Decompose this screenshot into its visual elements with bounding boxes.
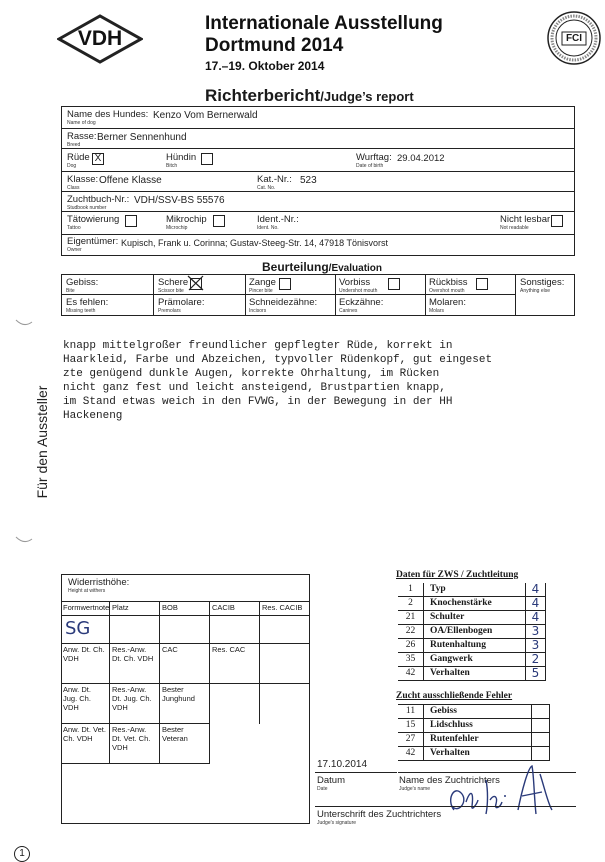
- evaluation-title-sub: /Evaluation: [328, 263, 383, 274]
- unreadable-sublabel: Not readable: [500, 225, 529, 231]
- zws-row-value[interactable]: 4: [526, 583, 546, 596]
- overshot-label: Vorbiss: [339, 277, 371, 288]
- zws-row-value[interactable]: 2: [526, 653, 546, 666]
- best-veteran: Bester Veteran: [160, 724, 210, 764]
- studbook-sublabel: Studbook number: [67, 205, 107, 211]
- report-title-sub: /Judge’s report: [320, 89, 414, 104]
- male-checkbox[interactable]: X: [92, 153, 104, 165]
- grades-header: Platz: [110, 602, 160, 616]
- fault-row-checkbox[interactable]: [532, 747, 550, 760]
- best-junior: Bester Junghund: [160, 684, 210, 724]
- other-sublabel: Anything else: [520, 288, 551, 294]
- exhibition-title-line2: Dortmund 2014: [205, 35, 344, 56]
- res-champion-candidate: Res.-Anw. Dt. Ch. VDH: [110, 644, 160, 684]
- zws-row: [398, 667, 546, 681]
- catno-value: 523: [300, 175, 317, 186]
- faults-title: Zucht ausschließende Fehler: [396, 691, 513, 701]
- owner-sublabel: Owner: [67, 247, 82, 253]
- breed-label: Rasse:: [67, 131, 97, 142]
- female-sublabel: Bitch: [166, 163, 178, 169]
- grades-header: Res. CACIB: [260, 602, 310, 616]
- ident-sublabel: Ident. No.: [257, 225, 279, 231]
- exhibition-dates: 17.–19. Oktober 2014: [205, 59, 325, 73]
- ident-label: Ident.-Nr.:: [257, 214, 299, 225]
- molars-label: Molaren:: [429, 297, 466, 308]
- zws-row-label: Knochenstärke: [424, 597, 526, 610]
- fault-row: [398, 733, 550, 747]
- zws-row-number: 35: [398, 653, 424, 666]
- zws-row-label: Typ: [424, 583, 526, 596]
- zws-row: [398, 639, 546, 653]
- report-text: [63, 339, 583, 423]
- class-sublabel: Class: [67, 185, 80, 191]
- fault-row: [398, 705, 550, 719]
- catno-label: Kat.-Nr.:: [257, 174, 292, 185]
- zws-row: [398, 653, 546, 667]
- evaluation-title-main: Beurteilung: [262, 260, 329, 274]
- report-line: im Stand etwas weich in den FVWG, in der Bewegung in der HH: [63, 396, 453, 408]
- pincer-label: Zange: [249, 277, 276, 288]
- male-label: Rüde: [67, 152, 90, 163]
- judge-name-sublabel: Judge's name: [399, 786, 430, 792]
- grades-header: CACIB: [210, 602, 260, 616]
- grades-header: Formwertnote: [61, 602, 110, 616]
- scissor-label: Schere: [158, 277, 189, 288]
- fci-logo-text: FCI: [565, 33, 583, 44]
- zws-row-number: 26: [398, 639, 424, 652]
- fault-row-checkbox[interactable]: [532, 705, 550, 718]
- dob-sublabel: Date of birth: [356, 163, 384, 169]
- zws-row-value[interactable]: 3: [526, 625, 546, 638]
- studbook-label: Zuchtbuch-Nr.:: [67, 194, 130, 205]
- molars-sublabel: Molars: [429, 308, 445, 314]
- report-title: [205, 86, 414, 106]
- zws-row-number: 22: [398, 625, 424, 638]
- scissor-sublabel: Scissor bite: [158, 288, 184, 294]
- scissor-check-mark: [186, 274, 206, 292]
- missing-teeth-sublabel: Missing teeth: [66, 308, 96, 314]
- canines-sublabel: Canines: [339, 308, 358, 314]
- chip-checkbox[interactable]: [213, 215, 225, 227]
- overshot-sublabel: Undershot mouth: [339, 288, 378, 294]
- breed-value: Berner Sennenhund: [97, 132, 187, 143]
- chip-label: Mikrochip: [166, 214, 207, 225]
- report-line: nicht ganz fest und leicht ansteigend, Brustpartien knapp,: [63, 382, 446, 394]
- chip-sublabel: Microchip: [166, 225, 188, 231]
- report-title-main: Richterbericht: [205, 86, 321, 105]
- zws-row-label: Gangwerk: [424, 653, 526, 666]
- fault-row-checkbox[interactable]: [532, 733, 550, 746]
- date-label: Datum: [317, 775, 345, 786]
- punch-mark: [14, 318, 34, 328]
- res-veteran-champion-candidate: Res.-Anw. Dt. Vet. Ch. VDH: [110, 724, 160, 764]
- dob-label: Wurftag:: [356, 152, 392, 163]
- fault-row-label: Rutenfehler: [424, 733, 532, 746]
- fault-row: [398, 747, 550, 761]
- owner-label: Eigentümer:: [67, 236, 119, 247]
- zws-row-label: Schulter: [424, 611, 526, 624]
- class-value: Offene Klasse: [99, 175, 162, 186]
- tattoo-sublabel: Tattoo: [67, 225, 81, 231]
- zws-row-value[interactable]: 3: [526, 639, 546, 652]
- undershot-label: Rückbiss: [429, 277, 468, 288]
- zws-row-number: 21: [398, 611, 424, 624]
- zws-row: [398, 611, 546, 625]
- junior-champion-candidate: Anw. Dt. Jug. Ch. VDH: [61, 684, 110, 724]
- missing-teeth-label: Es fehlen:: [66, 297, 109, 308]
- zws-row-value[interactable]: 5: [526, 667, 546, 680]
- fault-row-label: Lidschluss: [424, 719, 532, 732]
- tattoo-label: Tätowierung: [67, 214, 120, 225]
- bite-label: Gebiss:: [66, 277, 99, 288]
- fault-row-number: 15: [398, 719, 424, 732]
- zws-row: [398, 625, 546, 639]
- judge-name-label: Name des Zuchtrichters: [399, 775, 500, 786]
- grades-header: BOB: [160, 602, 210, 616]
- side-text-exhibitor: Für den Aussteller: [34, 385, 50, 499]
- fault-row-checkbox[interactable]: [532, 719, 550, 732]
- fault-row-label: Verhalten: [424, 747, 532, 760]
- dob-value: 29.04.2012: [397, 153, 445, 164]
- signature-sublabel: Judge's signature: [317, 820, 357, 826]
- exhibition-title-line1: Internationale Ausstellung: [205, 13, 443, 34]
- zws-row: [398, 583, 546, 597]
- zws-row-value[interactable]: 4: [526, 597, 546, 610]
- incisors-sublabel: Incisors: [249, 308, 267, 314]
- pincer-sublabel: Pincer bite: [249, 288, 273, 294]
- report-line: knapp mittelgroßer freundlicher gepflegter Rüde, korrekt in: [63, 340, 453, 352]
- studbook-value: VDH/SSV-BS 55576: [134, 195, 225, 206]
- zws-table: [398, 583, 546, 681]
- premolars-label: Prämolare:: [158, 297, 205, 308]
- male-sublabel: Dog: [67, 163, 77, 169]
- breed-sublabel: Breed: [67, 142, 81, 148]
- withers-label: Widerristhöhe:: [68, 577, 130, 588]
- canines-label: Eckzähne:: [339, 297, 384, 308]
- fault-row-number: 27: [398, 733, 424, 746]
- incisors-label: Schneidezähne:: [249, 297, 318, 308]
- bite-table: [61, 274, 575, 316]
- report-line: Hackeneng: [63, 410, 123, 422]
- faults-table: [398, 704, 550, 761]
- zws-row-label: OA/Ellenbogen: [424, 625, 526, 638]
- unreadable-label: Nicht lesbar: [500, 214, 551, 225]
- zws-row-label: Verhalten: [424, 667, 526, 680]
- fault-row: [398, 719, 550, 733]
- dog-name-sublabel: Name of dog: [67, 120, 96, 126]
- fault-row-number: 42: [398, 747, 424, 760]
- judge-signature: [444, 760, 564, 824]
- other-label: Sonstiges:: [520, 277, 565, 288]
- veteran-champion-candidate: Anw. Dt. Vet. Ch. VDH: [61, 724, 110, 764]
- tattoo-checkbox[interactable]: [125, 215, 137, 227]
- zws-row: [398, 597, 546, 611]
- date-value: 17.10.2014: [317, 759, 368, 770]
- premolars-sublabel: Premolars: [158, 308, 181, 314]
- vdh-logo: [57, 14, 143, 64]
- res-junior-champion-candidate: Res.-Anw. Dt. Jug. Ch. VDH: [110, 684, 160, 724]
- withers-sublabel: Height at withers: [68, 588, 106, 594]
- zws-title: Daten für ZWS / Zuchtleitung: [396, 570, 519, 580]
- punch-mark: [14, 535, 34, 545]
- zws-row-number: 42: [398, 667, 424, 680]
- page-number: 1: [14, 846, 30, 862]
- dog-name-label: Name des Hundes:: [67, 109, 149, 120]
- owner-value: Kupisch, Frank u. Corinna; Gustav-Steeg-Str. 14, 47918 Tönisvorst: [121, 238, 388, 248]
- fault-row-number: 11: [398, 705, 424, 718]
- pincer-checkbox[interactable]: [279, 278, 291, 290]
- vdh-logo-text: VDH: [77, 27, 123, 50]
- champion-candidate: Anw. Dt. Ch. VDH: [61, 644, 110, 684]
- zws-row-number: 1: [398, 583, 424, 596]
- overshot-checkbox[interactable]: [388, 278, 400, 290]
- zws-row-value[interactable]: 4: [526, 611, 546, 624]
- date-sublabel: Date: [317, 786, 328, 792]
- grades-table: [61, 601, 310, 764]
- unreadable-checkbox[interactable]: [551, 215, 563, 227]
- report-line: Haarkleid, Farbe und Abzeichen, typvoller Rüdenkopf, gut eingeset: [63, 354, 493, 366]
- dog-name-value: Kenzo Vom Bernerwald: [153, 110, 258, 121]
- female-label: Hündin: [166, 152, 197, 163]
- female-checkbox[interactable]: [201, 153, 213, 165]
- undershot-checkbox[interactable]: [476, 278, 488, 290]
- fault-row-label: Gebiss: [424, 705, 532, 718]
- grade-value: SG: [61, 616, 110, 644]
- res-cac: Res. CAC: [210, 644, 260, 684]
- undershot-sublabel: Overshot mouth: [429, 288, 465, 294]
- zws-row-number: 2: [398, 597, 424, 610]
- report-line: zte genügend dunkle Augen, korrekte Ohrhaltung, im Rücken: [63, 368, 440, 380]
- fci-logo: [546, 10, 602, 66]
- cac: CAC: [160, 644, 210, 684]
- zws-row-label: Rutenhaltung: [424, 639, 526, 652]
- catno-sublabel: Cat. No.: [257, 185, 276, 191]
- bite-sublabel: Bite: [66, 288, 75, 294]
- class-label: Klasse:: [67, 174, 99, 185]
- signature-label: Unterschrift des Zuchtrichters: [317, 809, 442, 820]
